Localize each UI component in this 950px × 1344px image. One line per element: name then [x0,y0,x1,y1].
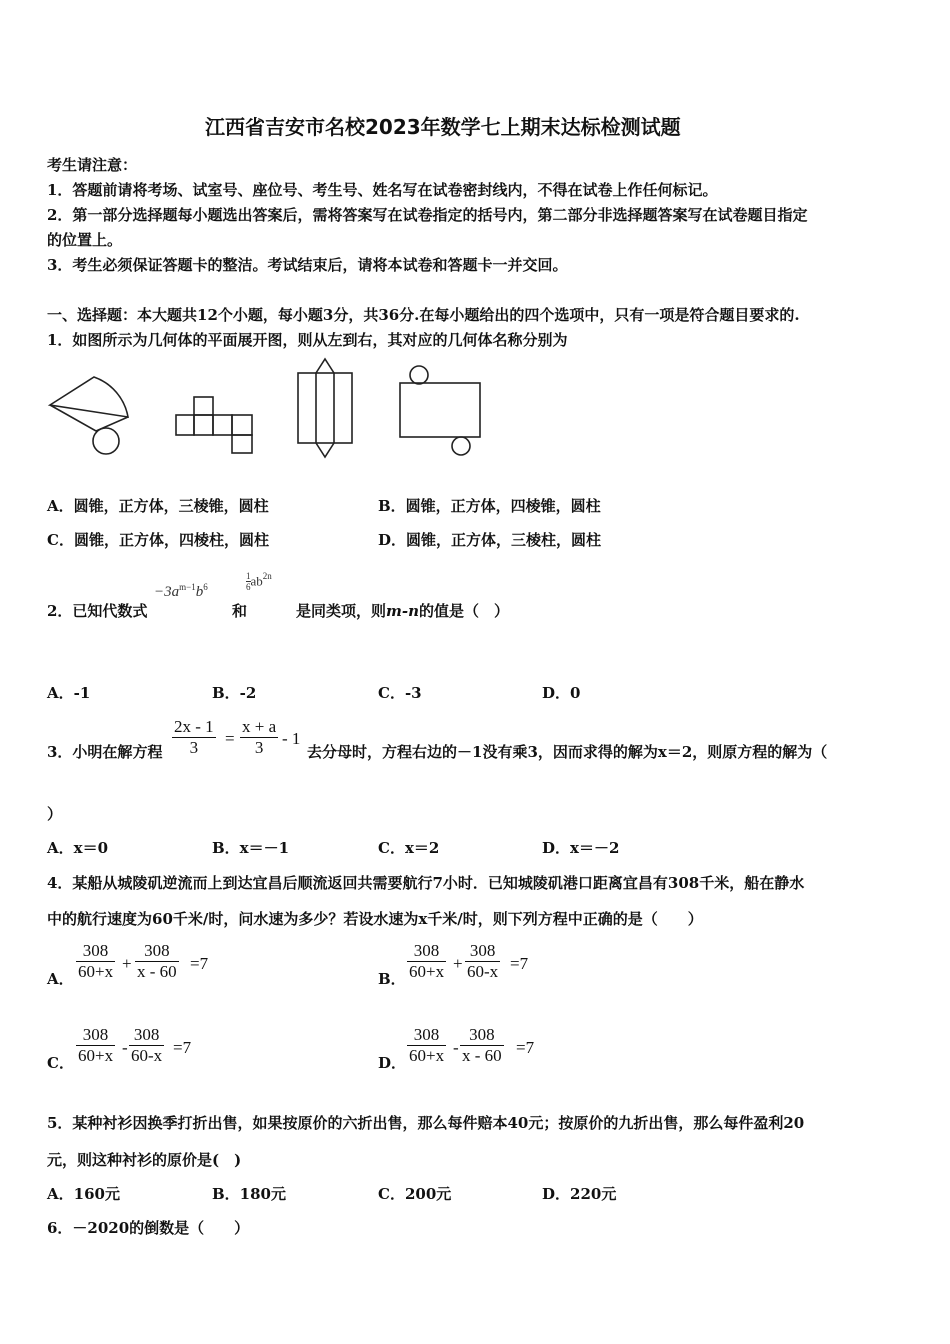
q4-option-c[interactable]: C． [47,1054,74,1072]
notice-item-1: 1．答题前请将考场、试室号、座位号、考生号、姓名写在试卷密封线内，不得在试卷上作任何标记。 [47,181,718,199]
q3-suffix: 去分母时，方程右边的－1没有乘3，因而求得的解为x＝2，则原方程的解为（ [307,743,828,761]
q4-stem-line2: 中的航行速度为60千米/时，问水速为多少？若设水速为x千米/时，则下列方程中正确的是（ ） [47,910,703,928]
notice-heading: 考生请注意： [47,156,138,174]
q1-option-b[interactable]: B．圆锥，正方体，四棱锥，圆柱 [378,497,601,515]
notice-item-2-cont: 的位置上。 [47,231,123,249]
q4-c-op: - [122,1038,128,1057]
q2-option-c[interactable]: C．-3 [378,684,422,702]
q4-a-op: + [122,954,132,973]
q4-a-frac1: $\frac{308}{60+x}$ [78,941,114,981]
section-heading: 一、选择题：本大题共12个小题，每小题3分，共36分.在每小题给出的四个选项中，只有一项是符合题目要求的. [47,306,800,324]
q2-option-d[interactable]: D．0 [542,684,581,702]
q2-prefix: 2．已知代数式 [47,602,148,620]
q5-option-a[interactable]: A．160元 [47,1185,120,1203]
cone-net [50,377,128,454]
prism-net [298,359,352,457]
q4-c-frac2: $\frac{308}{60-x}$ [131,1025,163,1065]
q4-c-eq: =7 [173,1038,192,1057]
q3-minus-one: - 1 [282,729,301,748]
q4-a-eq: =7 [190,954,209,973]
q3-option-a[interactable]: A．x＝0 [47,839,109,857]
q4-d-frac1: $\frac{308}{60+x}$ [409,1025,445,1065]
q2-expr2: $\frac{1}{6}$ $ab^{2n}$ [246,571,272,593]
q4-stem-line1: 4．某船从城陵矶逆流而上到达宜昌后顺流返回共需要航行7小时．已知城陵矶港口距离宜昌有308千米，船在静水 [47,874,805,892]
q1-option-d[interactable]: D．圆锥，正方体，三棱柱，圆柱 [378,531,602,549]
q2-suffix: 是同类项，则m-n的值是（ ） [296,602,510,620]
q2-option-a[interactable]: A．-1 [47,684,91,702]
q5-option-b[interactable]: B．180元 [212,1185,286,1203]
page-title: 江西省吉安市名校2023年数学七上期末达标检测试题 [205,115,681,139]
q4-option-a[interactable]: A． [47,970,74,988]
q4-d-eq: =7 [516,1038,535,1057]
q4-b-frac1: $\frac{308}{60+x}$ [409,941,445,981]
net-figures [44,355,514,465]
q3-option-d[interactable]: D．x＝－2 [542,839,620,857]
cylinder-net [400,366,480,455]
q4-c-frac1: $\frac{308}{60+x}$ [78,1025,114,1065]
q4-b-op: + [453,954,463,973]
notice-item-3: 3．考生必须保证答题卡的整洁。考试结束后，请将本试卷和答题卡一并交回。 [47,256,568,274]
q4-option-d[interactable]: D． [378,1054,407,1072]
q5-stem-line1: 5．某种衬衫因换季打折出售，如果按原价的六折出售，那么每件赔本40元；按原价的九折出售，那么每件盈利20 [47,1114,805,1132]
q2-option-b[interactable]: B．-2 [212,684,257,702]
notice-item-2: 2．第一部分选择题每小题选出答案后，需将答案写在试卷指定的括号内，第二部分非选择题答案写在试卷题目指定 [47,206,808,224]
q6-stem: 6．－2020的倒数是（ ） [47,1219,250,1237]
q4-d-op: - [453,1038,459,1057]
q1-option-a[interactable]: A．圆锥，正方体，三棱锥，圆柱 [47,497,269,515]
q1-stem: 1．如图所示为几何体的平面展开图，则从左到右，其对应的几何体名称分别为 [47,331,568,349]
q3-option-c[interactable]: C．x＝2 [378,839,440,857]
q4-b-frac2: $\frac{308}{60-x}$ [467,941,499,981]
q2-expr1: $-3a^{m-1}b^6$ [154,582,208,600]
q3-close-paren: ） [47,805,63,823]
q1-option-c[interactable]: C．圆锥，正方体，四棱柱，圆柱 [47,531,269,549]
q4-option-b[interactable]: B． [378,970,406,988]
q3-fraction-right: $\frac{x + a}{3}$ [242,717,277,757]
q3-prefix: 3．小明在解方程 [47,743,163,761]
q3-fraction-left: $\frac{2x - 1}{3}$ [174,717,214,757]
q4-d-frac2: $\frac{308}{x - 60}$ [462,1025,502,1065]
q4-b-eq: =7 [510,954,529,973]
q3-equals: = [225,729,235,748]
q5-stem-line2: 元，则这种衬衫的原价是( ) [47,1151,242,1169]
cube-net [176,397,252,453]
q2-and: 和 [232,602,248,620]
q5-option-c[interactable]: C．200元 [378,1185,452,1203]
q3-option-b[interactable]: B．x＝－1 [212,839,290,857]
q4-a-frac2: $\frac{308}{x - 60}$ [137,941,177,981]
q5-option-d[interactable]: D．220元 [542,1185,617,1203]
